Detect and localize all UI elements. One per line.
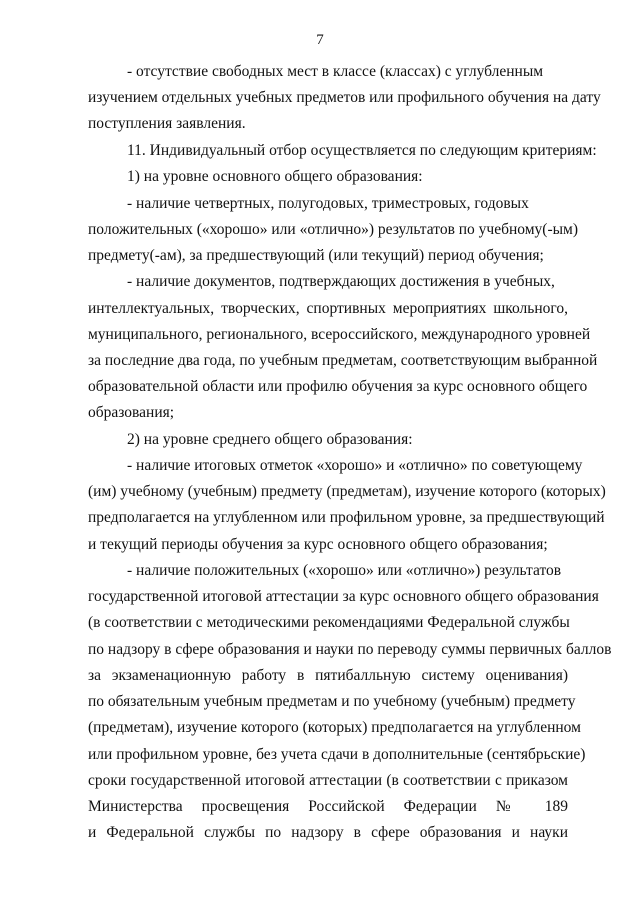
text-line-4: 11. Индивидуальный отбор осуществляется по следующим критериям: xyxy=(127,142,597,159)
text-line-22: (в соответствии с методическими рекомендациями Федеральной службы xyxy=(88,614,570,631)
text-line-7: положительных («хорошо» или «отлично») результатов по учебному(-ым) xyxy=(88,221,579,238)
text-line-25: по обязательным учебным предметам и по учебному (учебным) предмету xyxy=(88,693,576,710)
text-line-2: изучением отдельных учебных предметов или профильного обучения на дату xyxy=(88,89,601,106)
text-line-24: за экзаменационную работу в пятибалльную систему оценивания) xyxy=(88,667,568,684)
text-line-28: сроки государственной итоговой аттестации (в соответствии с приказом xyxy=(88,772,568,789)
text-line-3: поступления заявления. xyxy=(88,115,246,132)
text-line-27: или профильном уровне, без учета сдачи в дополнительные (сентябрьские) xyxy=(88,746,586,763)
text-line-23: по надзору в сфере образования и науки по переводу суммы первичных баллов xyxy=(88,641,612,658)
text-line-30: и Федеральной службы по надзору в сфере образования и науки xyxy=(88,824,568,841)
text-line-10: интеллектуальных, творческих, спортивных мероприятиях школьного, xyxy=(88,300,568,317)
text-line-9: - наличие документов, подтверждающих достижения в учебных, xyxy=(127,273,555,290)
text-line-11: муниципального, регионального, всероссийского, международного уровней xyxy=(88,326,591,343)
text-line-19: и текущий периоды обучения за курс основного общего образования; xyxy=(88,536,548,553)
text-line-21: государственной итоговой аттестации за курс основного общего образования xyxy=(88,588,599,605)
text-line-8: предмету(-ам), за предшествующий (или текущий) период обучения; xyxy=(88,247,544,264)
page-number: 7 xyxy=(316,32,324,48)
text-line-14: образования; xyxy=(88,404,175,421)
text-line-16: - наличие итоговых отметок «хорошо» и «отлично» по советующему xyxy=(127,457,583,474)
text-line-1: - отсутствие свободных мест в классе (классах) с углубленным xyxy=(127,63,544,80)
text-line-20: - наличие положительных («хорошо» или «отлично») результатов xyxy=(127,562,562,579)
text-line-26: (предметам), изучение которого (которых) предполагается на углубленном xyxy=(88,719,581,736)
text-line-17: (им) учебному (учебным) предмету (предметам), изучение которого (которых) xyxy=(88,483,606,500)
text-line-13: образовательной области или профилю обучения за курс основного общего xyxy=(88,378,588,395)
text-line-12: за последние два года, по учебным предметам, соответствующим выбранной xyxy=(88,352,598,369)
text-line-18: предполагается на углубленном или профильном уровне, за предшествующий xyxy=(88,509,605,526)
text-line-5: 1) на уровне основного общего образования: xyxy=(127,168,423,185)
text-line-6: - наличие четвертных, полугодовых, триместровых, годовых xyxy=(127,195,529,212)
text-line-15: 2) на уровне среднего общего образования: xyxy=(127,431,413,448)
text-line-29: Министерства просвещения Российской Федерации № 189 xyxy=(88,798,568,815)
